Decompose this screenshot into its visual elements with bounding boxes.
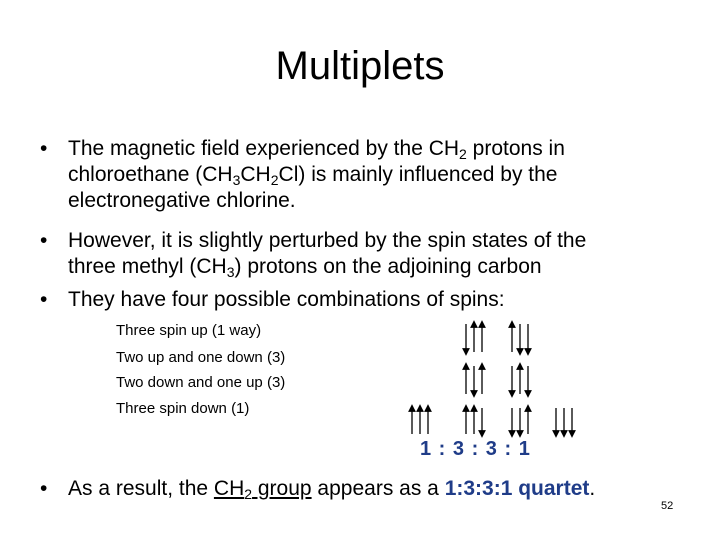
bullet-line: three methyl $(CH_3)$ protons on the adjoining carbon <box>68 255 542 280</box>
page-number: 52 <box>661 500 674 512</box>
ch2-group-term: $CH_2$ group <box>213 477 312 502</box>
ratio-label: 1 : 3 : 3 : 1 <box>420 438 531 460</box>
bullet-marker: • <box>40 288 48 311</box>
bullet-quartet <box>40 476 596 502</box>
bullet-line: They have four possible combinations of spins: <box>68 288 505 311</box>
bullet-marker: • <box>40 477 48 500</box>
bullet-marker: • <box>40 137 48 160</box>
combination-label: Three spin down (1) <box>116 400 250 417</box>
bullet-line: As a result, the $CH_2$ group appears as a 1:3:3:1 quartet. <box>68 477 596 502</box>
quartet-term: 1:3:3:1 quartet <box>444 477 590 500</box>
combination-label: Two down and one up (3) <box>116 374 286 391</box>
bullet-line: The magnetic field experienced by the $CH_2$ protons in <box>68 137 565 162</box>
slide-title: Multiplets <box>275 44 445 88</box>
combination-label: Two up and one down (3) <box>116 349 286 366</box>
combination-label: Three spin up (1 way) <box>116 322 262 339</box>
bullet-line: electronegative chlorine. <box>68 189 296 212</box>
bullet-line: chloroethane $(CH_3CH_2Cl)$ is mainly influenced by the <box>68 163 558 188</box>
bullet-marker: • <box>40 229 48 252</box>
bullet-line: However, it is slightly perturbed by the spin states of the <box>68 229 587 252</box>
